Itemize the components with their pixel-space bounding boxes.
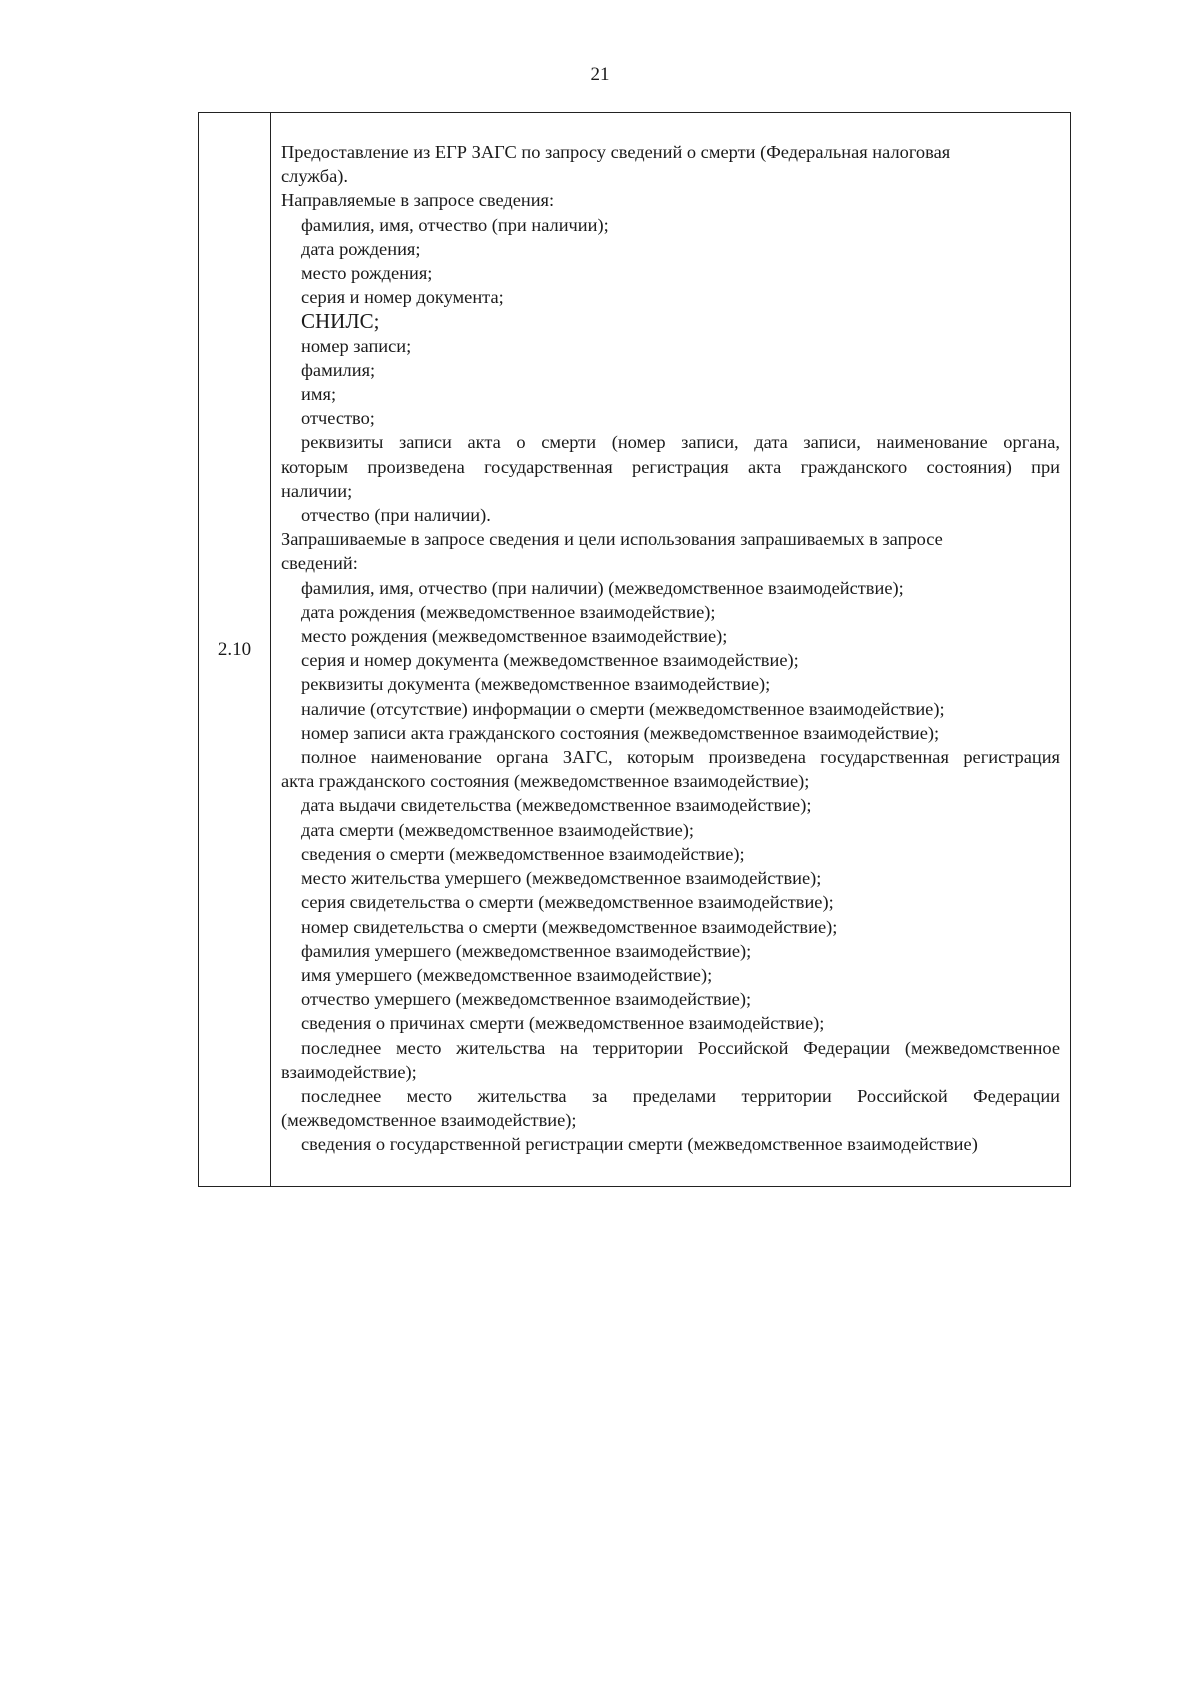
content-line: имя; bbox=[301, 384, 337, 405]
row-content-cell bbox=[271, 113, 1070, 1186]
document-table bbox=[198, 112, 1071, 1187]
content-line: фамилия, имя, отчество (при наличии) (межведомственное взаимодействие); bbox=[301, 577, 904, 598]
content-line: номер свидетельства о смерти (межведомственное взаимодействие); bbox=[301, 916, 838, 937]
page-number: 21 bbox=[590, 64, 610, 85]
content-line: СНИЛС; bbox=[301, 309, 380, 334]
row-number: 2.10 bbox=[217, 638, 252, 660]
content-line: сведения о смерти (межведомственное взаимодействие); bbox=[301, 843, 745, 864]
content-line: серия свидетельства о смерти (межведомственное взаимодействие); bbox=[301, 892, 834, 913]
content-line: полное наименование органа ЗАГС, которым произведена государственная регистрация bbox=[301, 747, 1060, 768]
content-line: акта гражданского состояния (межведомственное взаимодействие); bbox=[281, 771, 810, 792]
content-line: Направляемые в запросе сведения: bbox=[281, 190, 555, 211]
content-line: отчество; bbox=[301, 408, 375, 429]
content-line: дата рождения (межведомственное взаимодействие); bbox=[301, 601, 716, 622]
content-line: сведений: bbox=[281, 553, 358, 574]
content-line: Предоставление из ЕГР ЗАГС по запросу сведений о смерти (Федеральная налоговая bbox=[281, 142, 951, 162]
content-line: фамилия, имя, отчество (при наличии); bbox=[301, 214, 609, 235]
content-line: Запрашиваемые в запросе сведения и цели использования запрашиваемых в запросе bbox=[281, 529, 943, 550]
content-line: серия и номер документа; bbox=[301, 287, 504, 308]
content-line: взаимодействие); bbox=[281, 1061, 417, 1082]
content-line: последнее место жительства на территории Российской Федерации (межведомственное bbox=[301, 1037, 1060, 1058]
content-line: (межведомственное взаимодействие); bbox=[281, 1110, 577, 1131]
row-number-cell bbox=[199, 113, 271, 1186]
content-line: место рождения; bbox=[301, 263, 433, 284]
content-line: дата рождения; bbox=[301, 238, 421, 259]
content-line: дата смерти (межведомственное взаимодействие); bbox=[301, 819, 694, 840]
content-line: имя умершего (межведомственное взаимодействие); bbox=[301, 964, 713, 985]
content-line: последнее место жительства за пределами территории Российской Федерации bbox=[301, 1085, 1060, 1106]
content-line: отчество (при наличии). bbox=[301, 505, 491, 526]
content-line: наличие (отсутствие) информации о смерти (межведомственное взаимодействие); bbox=[301, 698, 945, 719]
content-line: дата выдачи свидетельства (межведомственное взаимодействие); bbox=[301, 795, 812, 816]
content-line: реквизиты документа (межведомственное взаимодействие); bbox=[301, 674, 771, 695]
content-line: реквизиты записи акта о смерти (номер записи, дата записи, наименование органа, bbox=[301, 432, 1060, 453]
content-line: отчество умершего (межведомственное взаимодействие); bbox=[301, 989, 752, 1010]
content-line: серия и номер документа (межведомственное взаимодействие); bbox=[301, 650, 799, 671]
content-line: номер записи; bbox=[301, 335, 412, 356]
content-line: служба). bbox=[281, 166, 348, 187]
content-line: которым произведена государственная регистрация акта гражданского состояния) при bbox=[281, 456, 1060, 477]
content-line: место рождения (межведомственное взаимодействие); bbox=[301, 626, 728, 647]
content-line: фамилия; bbox=[301, 359, 376, 380]
content-line: место жительства умершего (межведомственное взаимодействие); bbox=[301, 868, 822, 889]
content-line: номер записи акта гражданского состояния (межведомственное взаимодействие); bbox=[301, 722, 940, 743]
content-line: наличии; bbox=[281, 480, 353, 501]
content-line: сведения о государственной регистрации смерти (межведомственное взаимодействие) bbox=[301, 1134, 978, 1155]
content-line: сведения о причинах смерти (межведомственное взаимодействие); bbox=[301, 1013, 825, 1034]
content-line: фамилия умершего (межведомственное взаимодействие); bbox=[301, 940, 752, 961]
